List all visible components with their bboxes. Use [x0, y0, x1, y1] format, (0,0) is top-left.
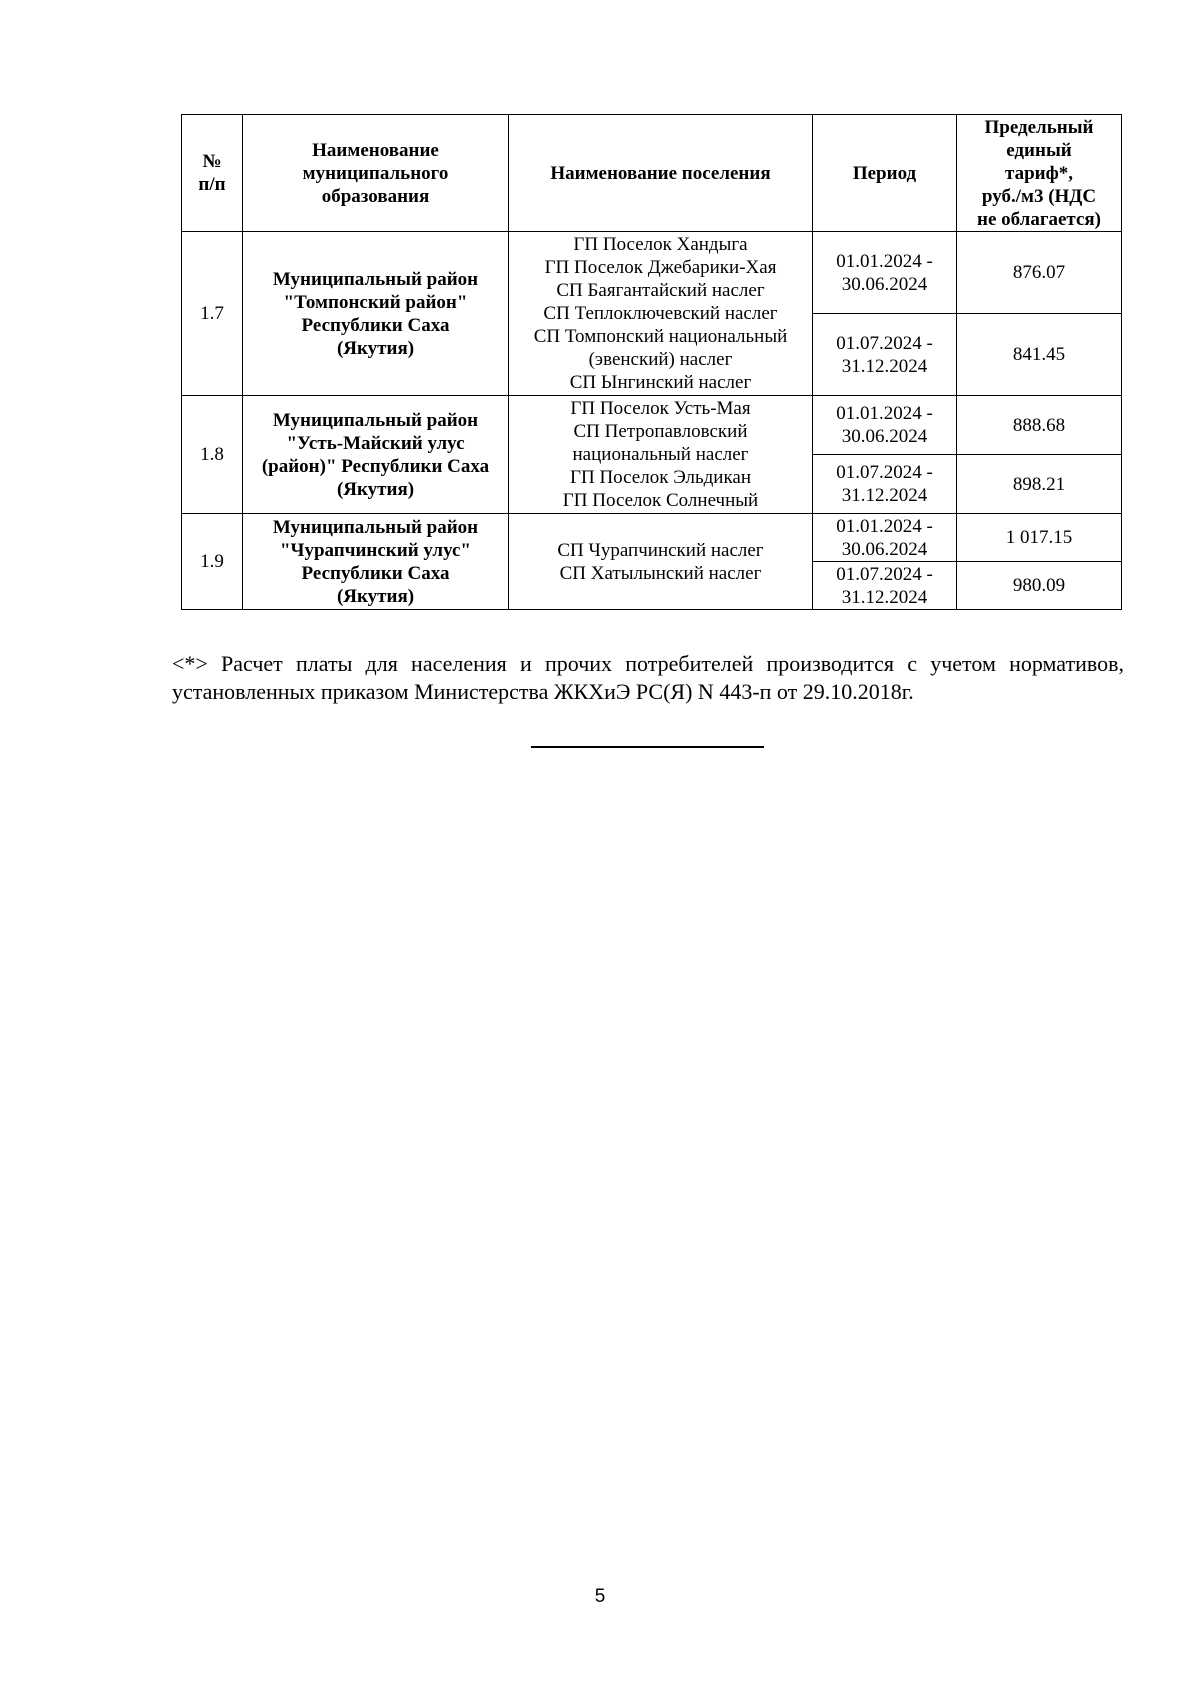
tariff-cell: 876.07	[957, 232, 1122, 314]
period-cell: 01.01.2024 - 30.06.2024	[813, 232, 957, 314]
municipality-name: Муниципальный район "Чурапчинский улус" Республики Саха (Якутия)	[243, 514, 509, 610]
row-num: 1.8	[182, 396, 243, 514]
header-settlement: Наименование поселения	[509, 115, 813, 232]
end-divider	[531, 746, 764, 748]
tariff-table	[181, 114, 1122, 610]
header-num: № п/п	[182, 115, 243, 232]
table-row	[182, 232, 1122, 314]
tariff-cell: 980.09	[957, 562, 1122, 610]
table-row	[182, 396, 1122, 455]
period-cell: 01.01.2024 - 30.06.2024	[813, 396, 957, 455]
tariff-cell: 898.21	[957, 455, 1122, 514]
settlement-list: ГП Поселок Хандыга ГП Поселок Джебарики-Хая СП Баягантайский наслег СП Теплоключевский наслег СП Томпонский национальный (эвенский) наслег СП Ынгинский наслег	[509, 232, 813, 396]
municipality-name: Муниципальный район "Томпонский район" Республики Саха (Якутия)	[243, 232, 509, 396]
municipality-name: Муниципальный район "Усть-Майский улус (район)" Республики Саха (Якутия)	[243, 396, 509, 514]
header-row	[182, 115, 1122, 232]
period-cell: 01.07.2024 - 31.12.2024	[813, 314, 957, 396]
period-cell: 01.07.2024 - 31.12.2024	[813, 562, 957, 610]
period-cell: 01.07.2024 - 31.12.2024	[813, 455, 957, 514]
page-number: 5	[594, 1586, 606, 1607]
settlement-list: ГП Поселок Усть-Мая СП Петропавловский национальный наслег ГП Поселок Эльдикан ГП Поселок Солнечный	[509, 396, 813, 514]
header-tariff: Предельный единый тариф*, руб./м3 (НДС не облагается)	[957, 115, 1122, 232]
tariff-cell: 1 017.15	[957, 514, 1122, 562]
tariff-cell: 841.45	[957, 314, 1122, 396]
header-period: Период	[813, 115, 957, 232]
header-municipality: Наименование муниципального образования	[243, 115, 509, 232]
row-num: 1.9	[182, 514, 243, 610]
tariff-cell: 888.68	[957, 396, 1122, 455]
row-num: 1.7	[182, 232, 243, 396]
settlement-list: СП Чурапчинский наслег СП Хатылынский наслег	[509, 514, 813, 610]
footnote: <*> Расчет платы для населения и прочих потребителей производится с учетом нормативов, установленных приказом Министерства ЖКХиЭ РС(Я) N 443-п от 29.10.2018г.	[172, 651, 1124, 704]
period-cell: 01.01.2024 - 30.06.2024	[813, 514, 957, 562]
table-row	[182, 514, 1122, 562]
